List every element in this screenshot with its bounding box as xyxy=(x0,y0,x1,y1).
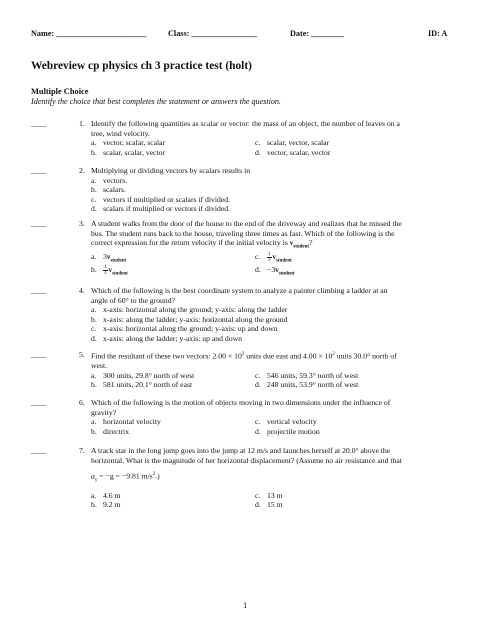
page-number: 1 xyxy=(243,600,248,610)
question-text: gravity? xyxy=(91,407,117,417)
option-d: d. vector, scalar, vector xyxy=(255,147,331,157)
option-a: a. horizontal velocity xyxy=(91,417,161,427)
option-a: a. 4.6 m xyxy=(91,490,121,500)
question-equation: $a_y = -g = -9.81$ $m/s^2$.) xyxy=(91,471,160,484)
option-b: b. $\frac{1}{3}$ $v_{student}$ xyxy=(91,265,128,277)
option-b: b. x-axis: along the ladder; y-axis: horizontal along the ground xyxy=(91,314,288,324)
answer-blank: ____ xyxy=(31,166,47,175)
option-d: d. scalars if multiplied or vectors if divided. xyxy=(91,204,231,214)
name-field-label: Name: ______________________ xyxy=(31,29,147,38)
question-number: 3. xyxy=(79,219,85,228)
option-c: c. vectors if multiplied or scalars if divided. xyxy=(91,194,231,204)
option-c: c. x-axis: horizontal along the ground; y-axis: up and down xyxy=(91,324,278,334)
page-title: Webreview cp physics ch 3 practice test (holt) xyxy=(31,60,252,72)
question-number: 6. xyxy=(79,398,85,407)
answer-blank: ____ xyxy=(31,446,47,455)
option-b: b. scalars. xyxy=(91,185,126,195)
option-c: c. vertical velocity xyxy=(255,417,317,427)
option-a: a. vector, scalar, scalar xyxy=(91,138,166,148)
option-b: b. directrix xyxy=(91,426,130,436)
question-text: correct expression for the return velocity if the initial velocity is $v_{student}$? xyxy=(91,238,313,250)
answer-blank: ____ xyxy=(31,286,47,295)
question-7 xyxy=(31,446,471,510)
option-d: d. 15 m xyxy=(255,500,283,510)
class-field-label: Class: ________________ xyxy=(168,29,257,38)
section-heading: Multiple Choice xyxy=(31,87,89,96)
option-a: a. vectors. xyxy=(91,175,128,185)
id-label: ID: A xyxy=(428,29,448,38)
option-d: d. projectile motion xyxy=(255,426,320,436)
question-2 xyxy=(31,166,471,214)
question-text: tree, wind velocity. xyxy=(91,128,150,138)
date-field-label: Date: ________ xyxy=(290,29,344,38)
option-c: c. 13 m xyxy=(255,490,283,500)
question-number: 7. xyxy=(79,446,85,455)
option-c: c. 546 units, 59.3° north of west xyxy=(255,370,359,380)
option-b: b. 581 units, 20.1° north of east xyxy=(91,380,193,390)
question-text: Find the resultant of these two vectors: $2.00 \times 10^2$ units due east and $4.00 \times 10^2$ units 30.0° north of xyxy=(91,351,397,361)
option-a: a. $3v_{student}$ xyxy=(91,252,127,264)
question-text: A track star in the long jump goes into the jump at 12 m/s and launches herself at 20.0° above the xyxy=(91,446,391,455)
option-c: c. $\frac{1}{3}$ $v_{student}$ xyxy=(255,252,292,264)
question-number: 2. xyxy=(79,166,85,175)
question-5 xyxy=(31,350,471,390)
question-text: Which of the following is the motion of objects moving in two dimensions under the influence of xyxy=(91,398,391,407)
answer-blank: ____ xyxy=(31,350,47,359)
answer-blank: ____ xyxy=(31,119,47,128)
option-a: a. x-axis: horizontal along the ground; y-axis: along the ladder xyxy=(91,305,288,315)
question-number: 4. xyxy=(79,286,85,295)
question-3 xyxy=(31,219,471,278)
question-text: bus. The student runs back to the house, traveling three times as fast. Which of the following is the xyxy=(91,228,395,238)
answer-blank: ____ xyxy=(31,219,47,228)
option-d: d. 248 units, 53.9° north of west xyxy=(255,380,359,390)
question-text: A student walks from the door of the house to the end of the driveway and realizes that he missed the xyxy=(91,219,402,228)
option-b: b. 9.2 m xyxy=(91,500,121,510)
question-text: Multiplying or dividing vectors by scalars results in xyxy=(91,166,251,175)
question-number: 5. xyxy=(79,350,85,359)
question-text: Identify the following quantities as scalar or vector: the mass of an object, the number of leaves on a xyxy=(91,119,400,128)
question-4 xyxy=(31,286,471,344)
question-text: west. xyxy=(91,361,108,371)
section-instructions: Identify the choice that best completes the statement or answers the question. xyxy=(31,97,281,106)
option-b: b. scalar, scalar, vector xyxy=(91,147,166,157)
question-6 xyxy=(31,398,471,436)
question-text: horizontal. What is the magnitude of her horizontal displacement? (Assume no air resistance and that xyxy=(91,455,402,465)
question-number: 1. xyxy=(79,119,85,128)
question-text: angle of 60° to the ground? xyxy=(91,295,175,305)
question-1 xyxy=(31,119,471,157)
question-text: Which of the following is the best coordinate system to analyze a painter climbing a ladder at an xyxy=(91,286,388,295)
option-c: c. scalar, vector, scalar xyxy=(255,138,330,148)
option-a: a. 300 units, 29.8° north of west xyxy=(91,370,195,380)
answer-blank: ____ xyxy=(31,398,47,407)
option-d: d. x-axis: along the ladder; y-axis: up and down xyxy=(91,333,242,343)
option-d: d. $-3v_{student}$ xyxy=(255,265,295,277)
